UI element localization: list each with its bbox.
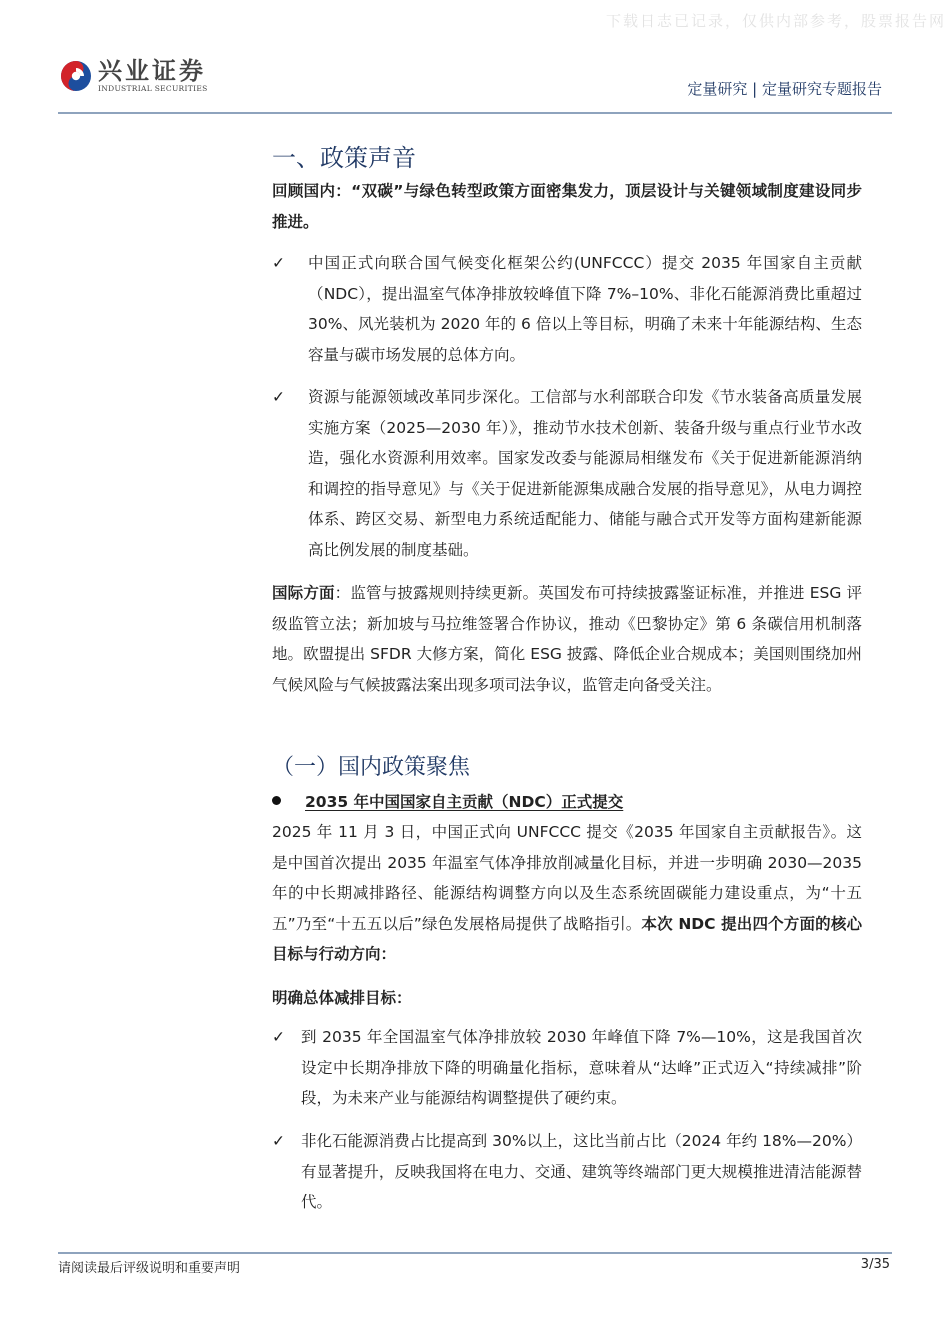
checkmark-icon: ✓ [272, 254, 285, 272]
ndc-paragraph-text: 2025 年 11 月 3 日，中国正式向 UNFCCC 提交《2035 年国家自主贡献报告》。这是中国首次提出 2035 年温室气体净排放削减量化目标，并进一步明确 2030—2035 年的中长期减排路径、能源结构调整方向以及生态系统固碳能力建设重点，为“十五五”乃至“十五五以后”绿色发展格局提供了战略指引。 [272, 823, 862, 933]
section-title-policy: 一、政策声音 [272, 144, 416, 172]
international-paragraph [272, 578, 862, 700]
list-item-text: 中国正式向联合国气候变化框架公约(UNFCCC）提交 2035 年国家自主贡献（NDC），提出温室气体净排放较峰值下降 7%–10%、非化石能源消费比重超过 30%、风光装机为 2020 年的 6 倍以上等目标，明确了未来十年能源结构、生态容量与碳市场发展的总体方向。 [308, 254, 862, 364]
subheading-targets: 明确总体减排目标： [272, 989, 412, 1007]
watermark: 下载日志已记录，仅供内部参考，股票报告网 [605, 12, 946, 30]
international-label: 国际方面 [272, 584, 335, 602]
company-logo [60, 58, 208, 94]
footer-disclaimer: 请阅读最后评级说明和重要声明 [58, 1261, 241, 1276]
list-item [272, 382, 862, 565]
ndc-paragraph [272, 817, 862, 970]
logo-swirl-icon [60, 60, 92, 92]
bullet-heading-text: 2035 年中国国家自主贡献（NDC）正式提交 [305, 793, 624, 811]
list-item-text: 资源与能源领域改革同步深化。工信部与水利部联合印发《节水装备高质量发展实施方案（2025—2030 年）》，推动节水技术创新、装备升级与重点行业节水改造，强化水资源利用效率。国家发改委与能源局相继发布《关于促进新能源消纳和调控的指导意见》与《关于促进新能源集成融合发展的指导意见》，从电力调控体系、跨区交易、新型电力系统适配能力、储能与融合式开发等方面构建新能源高比例发展的制度基础。 [308, 388, 862, 559]
logo-chinese-name: 兴业证券 [98, 56, 206, 85]
subsection-title-domestic: （一）国内政策聚焦 [272, 755, 471, 780]
ndc-paragraph-bold: 本次 NDC 提出四个方面的核心目标与行动方向： [272, 914, 863, 963]
section-summary: 回顾国内：“双碳”与绿色转型政策方面密集发力，顶层设计与关键领域制度建设同步推进。 [272, 182, 862, 231]
checkmark-icon: ✓ [272, 1028, 285, 1046]
checkmark-icon: ✓ [272, 388, 285, 406]
header-divider [58, 112, 892, 114]
bullet-dot-icon [272, 796, 281, 805]
bullet-heading [272, 787, 623, 817]
international-text: ：监管与披露规则持续更新。英国发布可持续披露鉴证标准，并推进 ESG 评级监管立法；新加坡与马拉维签署合作协议，推动《巴黎协定》第 6 条碳信用机制落地。欧盟提出 SFDR 大修方案，简化 ESG 披露、降低企业合规成本；美国则围绕加州气候风险与气候披露法案出现多项司法争议，监管走向备受关注。 [272, 584, 862, 694]
report-category: 定量研究 | 定量研究专题报告 [687, 80, 882, 98]
list-item [272, 1126, 862, 1218]
page-number: 3/35 [860, 1257, 890, 1272]
list-item-text: 到 2035 年全国温室气体净排放较 2030 年峰值下降 7%—10%，这是我国首次设定中长期净排放下降的明确量化指标，意味着从“达峰”正式迈入“持续减排”阶段，为未来产业与能源结构调整提供了硬约束。 [301, 1028, 862, 1107]
logo-english-name: INDUSTRIAL SECURITIES [98, 84, 208, 93]
list-item [272, 248, 862, 370]
list-item [272, 1022, 862, 1114]
footer-divider [58, 1252, 892, 1254]
checkmark-icon: ✓ [272, 1132, 285, 1150]
list-item-text: 非化石能源消费占比提高到 30%以上，这比当前占比（2024 年约 18%—20%）有显著提升，反映我国将在电力、交通、建筑等终端部门更大规模推进清洁能源替代。 [301, 1132, 862, 1211]
